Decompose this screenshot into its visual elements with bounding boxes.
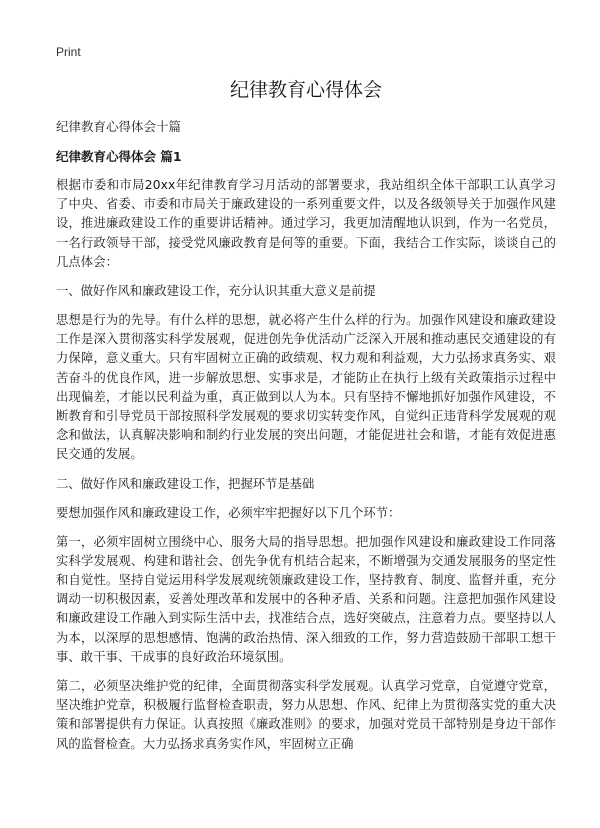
paragraph-thought: 思想是行为的先导。有什么样的思想，就必将产生什么样的行为。加强作风建设和廉政建设工作是深入贯彻落实科学发展观，促进创先争优活动广泛深入开展和推动惠民交通建设的有力保障，意义重大。只有牢固树立正确的政绩观、权力观和利益观，大力弘扬求真务实、艰苦奋斗的优良作风，进一步解放思想、实事求是，才能防止在执行上级有关政策指示过程中出现偏差，才能以民利益为重，真正做到以人为本。只有坚持不懈地抓好加强作风建设，不断教育和引导党员干部按照科学发展观的要求切实转变作风，自觉纠正违背科学发展观的观念和做法，认真解决影响和制约行业发展的突出问题，才能促进社会和谐，才能有效促进惠民交通的发展。: [56, 313, 556, 462]
section-heading: 纪律教育心得体会 篇1: [56, 149, 182, 164]
paragraph-first-point: 第一，必须牢固树立围绕中心、服务大局的指导思想。把加强作风建设和廉政建设工作同落实科学发展观、构建和谐社会、创先争优有机结合起来，不断增强为交通发展服务的坚定性和自觉性。坚持自觉运用科学发展观统领廉政建设工作，坚持教育、制度、监督并重，充分调动一切积极因素，妥善处理改革和发展中的各种矛盾、关系和问题。注意把加强作风建设和廉政建设工作融入到实际生活中去，找准结合点，选好突破点，注意着力点。要坚持以人为本，以深厚的思想感情、饱满的政治热情、深入细致的工作，努力营造鼓励干部职工想干事、敢干事、干成事的良好政治环境氛围。: [56, 534, 556, 664]
document-subtitle: 纪律教育心得体会十篇: [56, 119, 182, 134]
paragraph-intro: 根据市委和市局20xx年纪律教育学习月活动的部署要求，我站组织全体干部职工认真学习了中央、省委、市委和市局关于廉政建设的一系列重要文件，以及各级领导关于加强作风建设，推进廉政建设工作的重要讲话精神。通过学习，我更加清醒地认识到，作为一名党员，一名行政领导干部，接受党风廉政教育是何等的重要。下面，我结合工作实际，谈谈自己的几点体会：: [56, 178, 556, 269]
document-body: [56, 176, 556, 751]
paragraph-second-point: 第二，必须坚决维护党的纪律，全面贯彻落实科学发展观。认真学习党章，自觉遵守党章，坚决维护党章，积极履行监督检查职责，努力从思想、作风、纪律上为贯彻落实党的重大决策和部署提供有力保证。认真按照《廉政准则》的要求，加强对党员干部特别是身边干部作风的监督检查。大力弘扬求真务实作风，牢固树立正确: [56, 679, 556, 751]
paragraph-lead-in: 要想加强作风和廉政建设工作，必须牢牢把握好以下几个环节：: [56, 505, 401, 520]
print-label[interactable]: Print: [56, 45, 81, 59]
subheading-two: 二、做好作风和廉政建设工作，把握环节是基础: [56, 476, 315, 491]
subheading-one: 一、做好作风和廉政建设工作，充分认识其重大意义是前提: [56, 284, 376, 299]
page-title: 纪律教育心得体会: [229, 79, 382, 101]
